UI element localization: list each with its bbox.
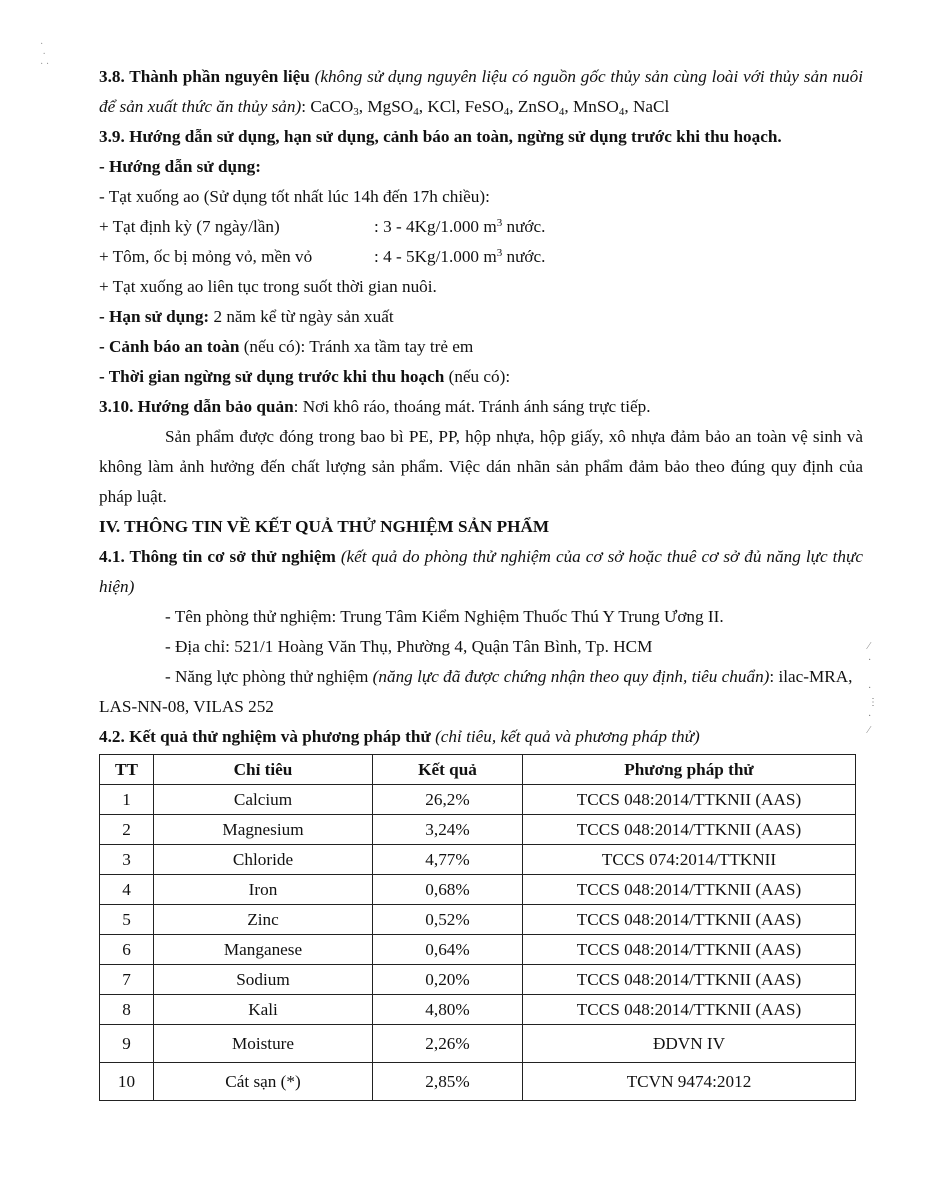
cell-method: TCCS 048:2014/TTKNII (AAS) [523, 785, 856, 815]
lab-name: - Tên phòng thử nghiệm: Trung Tâm Kiểm Nghiệm Thuốc Thú Y Trung Ương II. [165, 607, 724, 626]
table-row [100, 1063, 856, 1101]
packaging-paragraph: Sản phẩm được đóng trong bao bì PE, PP, hộp nhựa, hộp giấy, xô nhựa đảm bảo an toàn vệ sinh và không làm ảnh hưởng đến chất lượng sản phẩm. Việc dán nhãn sản phẩm đảm bảo theo đúng quy định của pháp luật. [99, 427, 863, 506]
usage-line-2: + Tạt định kỳ (7 ngày/lần) : 3 - 4Kg/1.000 $m^3$ nước. [99, 217, 546, 236]
cell-result: 0,20% [373, 965, 523, 995]
shelf-life: - Hạn sử dụng: 2 năm kể từ ngày sản xuất [99, 307, 394, 326]
cell-result: 0,64% [373, 935, 523, 965]
table-row [100, 995, 856, 1025]
usage-line-3: + Tôm, ốc bị mỏng vỏ, mền vỏ : 4 - 5Kg/1.000 $m^3$ nước. [99, 247, 546, 266]
cell-result: 3,24% [373, 815, 523, 845]
col-header-method: Phương pháp thử [523, 755, 856, 785]
lab-address: - Địa chỉ: 521/1 Hoàng Văn Thụ, Phường 4, Quận Tân Bình, Tp. HCM [165, 637, 653, 656]
cell-criterion: Iron [154, 875, 373, 905]
cell-criterion: Cát sạn (*) [154, 1063, 373, 1101]
cell-criterion: Moisture [154, 1025, 373, 1063]
cell-method: TCCS 074:2014/TTKNII [523, 845, 856, 875]
cell-result: 2,85% [373, 1063, 523, 1101]
cell-result: 4,77% [373, 845, 523, 875]
cell-criterion: Calcium [154, 785, 373, 815]
cell-tt: 2 [100, 815, 154, 845]
cell-result: 0,52% [373, 905, 523, 935]
table-row [100, 785, 856, 815]
cell-tt: 8 [100, 995, 154, 1025]
section-3-8-heading: 3.8. Thành phần nguyên liệu [99, 67, 310, 86]
cell-method: TCCS 048:2014/TTKNII (AAS) [523, 965, 856, 995]
lab-capability: - Năng lực phòng thử nghiệm (năng lực đã được chứng nhận theo quy định, tiêu chuẩn): ilac-MRA, LAS-NN-08, VILAS 252 [99, 667, 853, 716]
cell-tt: 4 [100, 875, 154, 905]
cell-tt: 3 [100, 845, 154, 875]
section-3-10: 3.10. Hướng dẫn bảo quản: Nơi khô ráo, thoáng mát. Tránh ánh sáng trực tiếp. [99, 397, 651, 416]
table-row [100, 815, 856, 845]
section-3-8-note: (không sử dụng nguyên liệu có nguồn gốc thủy sản cùng loài với thủy sản nuôi để sản xuất thức ăn thủy sản) [99, 67, 864, 116]
cell-result: 2,26% [373, 1025, 523, 1063]
cell-tt: 6 [100, 935, 154, 965]
cell-criterion: Zinc [154, 905, 373, 935]
section-3-8 [99, 62, 863, 122]
cell-method: TCCS 048:2014/TTKNII (AAS) [523, 905, 856, 935]
col-header-tt: TT [100, 755, 154, 785]
cell-result: 26,2% [373, 785, 523, 815]
cell-method: TCCS 048:2014/TTKNII (AAS) [523, 815, 856, 845]
results-table [99, 754, 856, 1101]
margin-stamp-marks: ⁄ · · ⋮ · ⁄ [868, 641, 878, 736]
cell-method: ĐDVN IV [523, 1025, 856, 1063]
cell-criterion: Kali [154, 995, 373, 1025]
cell-tt: 10 [100, 1063, 154, 1101]
cell-method: TCCS 048:2014/TTKNII (AAS) [523, 995, 856, 1025]
scan-speckle: · · · · [40, 39, 50, 70]
col-header-criterion: Chỉ tiêu [154, 755, 373, 785]
safety-warning: - Cảnh báo an toàn (nếu có): Tránh xa tầm tay trẻ em [99, 337, 474, 356]
section-4-2: 4.2. Kết quả thử nghiệm và phương pháp thử (chỉ tiêu, kết quả và phương pháp thử) [99, 727, 700, 746]
col-header-result: Kết quả [373, 755, 523, 785]
ingredient-list: CaCO$_3$, MgSO$_4$, KCl, FeSO$_4$, ZnSO$_4$, MnSO$_4$, NaCl [310, 97, 670, 118]
cell-criterion: Magnesium [154, 815, 373, 845]
cell-method: TCCS 048:2014/TTKNII (AAS) [523, 875, 856, 905]
cell-tt: 5 [100, 905, 154, 935]
table-row [100, 875, 856, 905]
usage-line-1: - Tạt xuống ao (Sử dụng tốt nhất lúc 14h đến 17h chiều): [99, 187, 490, 206]
cell-method: TCVN 9474:2012 [523, 1063, 856, 1101]
cell-criterion: Manganese [154, 935, 373, 965]
cell-tt: 1 [100, 785, 154, 815]
document-page [99, 62, 863, 1101]
table-row [100, 935, 856, 965]
table-header-row [100, 755, 856, 785]
cell-criterion: Sodium [154, 965, 373, 995]
usage-label: - Hướng dẫn sử dụng: [99, 157, 261, 176]
cell-criterion: Chloride [154, 845, 373, 875]
section-3-9-heading: 3.9. Hướng dẫn sử dụng, hạn sử dụng, cảnh báo an toàn, ngừng sử dụng trước khi thu hoạch. [99, 127, 782, 146]
usage-line-4: + Tạt xuống ao liên tục trong suốt thời gian nuôi. [99, 277, 437, 296]
cell-tt: 7 [100, 965, 154, 995]
section-4-heading: IV. THÔNG TIN VỀ KẾT QUẢ THỬ NGHIỆM SẢN PHẨM [99, 517, 550, 536]
cell-result: 4,80% [373, 995, 523, 1025]
section-3-8-sep: : [301, 97, 311, 116]
section-4-1: 4.1. Thông tin cơ sở thử nghiệm (kết quả do phòng thử nghiệm của cơ sở hoặc thuê cơ sở đủ năng lực thực hiện) [99, 547, 863, 596]
cell-tt: 9 [100, 1025, 154, 1063]
withdrawal-period: - Thời gian ngừng sử dụng trước khi thu hoạch (nếu có): [99, 367, 511, 386]
table-row [100, 845, 856, 875]
cell-result: 0,68% [373, 875, 523, 905]
cell-method: TCCS 048:2014/TTKNII (AAS) [523, 935, 856, 965]
table-row [100, 965, 856, 995]
table-row [100, 1025, 856, 1063]
table-row [100, 905, 856, 935]
